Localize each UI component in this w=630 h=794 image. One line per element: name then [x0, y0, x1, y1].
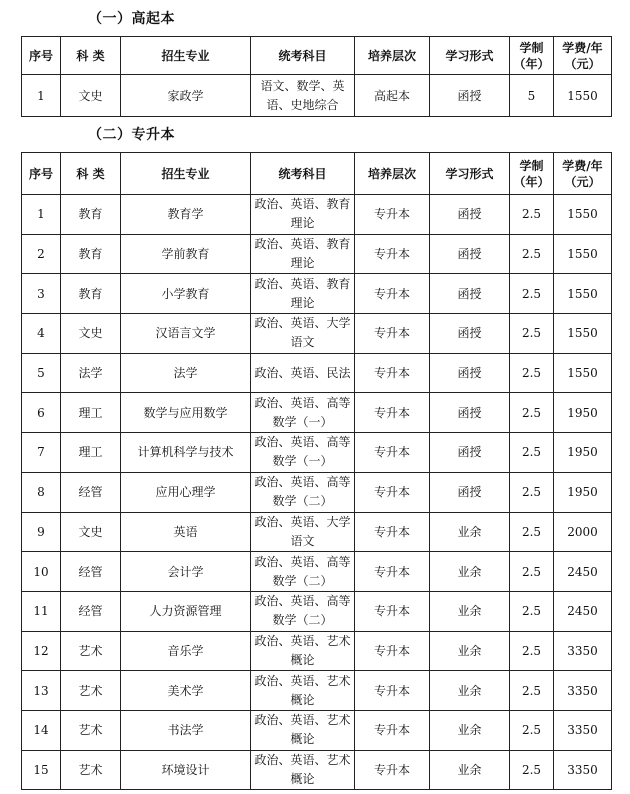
cell-mode: 函授 [430, 234, 510, 274]
cell-mode: 函授 [430, 75, 510, 117]
cell-level: 专升本 [355, 314, 430, 354]
table-row [22, 234, 612, 274]
cell-mode: 函授 [430, 314, 510, 354]
table-row [22, 433, 612, 473]
cell-category: 教育 [61, 274, 121, 314]
cell-major: 法学 [121, 353, 251, 393]
cell-subjects: 政治、英语、教育理论 [251, 274, 355, 314]
cell-category: 法学 [61, 353, 121, 393]
cell-no: 9 [22, 512, 61, 552]
cell-mode: 业余 [430, 631, 510, 671]
cell-no: 15 [22, 750, 61, 790]
cell-mode: 业余 [430, 512, 510, 552]
cell-fee: 2450 [554, 552, 612, 592]
cell-mode: 函授 [430, 433, 510, 473]
cell-years: 2.5 [510, 671, 554, 711]
cell-level: 专升本 [355, 591, 430, 631]
cell-major: 计算机科学与技术 [121, 433, 251, 473]
cell-subjects: 政治、英语、高等数学（一） [251, 433, 355, 473]
cell-level: 专升本 [355, 472, 430, 512]
cell-category: 经管 [61, 472, 121, 512]
cell-years: 2.5 [510, 314, 554, 354]
header-no: 序号 [22, 37, 61, 75]
cell-level: 专升本 [355, 750, 430, 790]
cell-subjects: 政治、英语、高等数学（一） [251, 393, 355, 433]
cell-level: 专升本 [355, 512, 430, 552]
cell-fee: 1950 [554, 433, 612, 473]
cell-no: 11 [22, 591, 61, 631]
cell-mode: 函授 [430, 393, 510, 433]
cell-category: 经管 [61, 591, 121, 631]
cell-major: 会计学 [121, 552, 251, 592]
cell-major: 教育学 [121, 195, 251, 235]
cell-level: 专升本 [355, 195, 430, 235]
table-row [22, 750, 612, 790]
cell-mode: 函授 [430, 274, 510, 314]
cell-no: 5 [22, 353, 61, 393]
cell-major: 环境设计 [121, 750, 251, 790]
cell-major: 家政学 [121, 75, 251, 117]
cell-years: 2.5 [510, 353, 554, 393]
cell-mode: 业余 [430, 671, 510, 711]
cell-category: 艺术 [61, 631, 121, 671]
cell-level: 专升本 [355, 353, 430, 393]
cell-level: 高起本 [355, 75, 430, 117]
cell-major: 书法学 [121, 710, 251, 750]
cell-mode: 业余 [430, 710, 510, 750]
cell-years: 2.5 [510, 195, 554, 235]
header-major: 招生专业 [121, 153, 251, 195]
cell-subjects: 政治、英语、艺术概论 [251, 710, 355, 750]
cell-fee: 1550 [554, 75, 612, 117]
cell-fee: 1550 [554, 274, 612, 314]
cell-mode: 函授 [430, 353, 510, 393]
cell-category: 文史 [61, 314, 121, 354]
cell-major: 学前教育 [121, 234, 251, 274]
cell-level: 专升本 [355, 631, 430, 671]
cell-category: 文史 [61, 75, 121, 117]
cell-fee: 3350 [554, 671, 612, 711]
cell-subjects: 政治、英语、教育理论 [251, 234, 355, 274]
cell-major: 小学教育 [121, 274, 251, 314]
table-row [22, 314, 612, 354]
cell-no: 4 [22, 314, 61, 354]
cell-major: 英语 [121, 512, 251, 552]
cell-subjects: 政治、英语、大学语文 [251, 314, 355, 354]
header-subjects: 统考科目 [251, 153, 355, 195]
header-subjects: 统考科目 [251, 37, 355, 75]
cell-level: 专升本 [355, 234, 430, 274]
cell-fee: 1550 [554, 314, 612, 354]
cell-years: 2.5 [510, 433, 554, 473]
header-years: 学制（年） [510, 37, 554, 75]
header-no: 序号 [22, 153, 61, 195]
table-row [22, 591, 612, 631]
cell-years: 2.5 [510, 631, 554, 671]
cell-no: 7 [22, 433, 61, 473]
table-zhuanshengben [21, 152, 612, 790]
cell-subjects: 政治、英语、艺术概论 [251, 671, 355, 711]
header-fee: 学费/年（元） [554, 37, 612, 75]
table-row [22, 393, 612, 433]
cell-subjects: 政治、英语、高等数学（二） [251, 552, 355, 592]
cell-mode: 函授 [430, 195, 510, 235]
header-category: 科 类 [61, 153, 121, 195]
cell-subjects: 政治、英语、艺术概论 [251, 631, 355, 671]
cell-years: 2.5 [510, 472, 554, 512]
cell-subjects: 政治、英语、大学语文 [251, 512, 355, 552]
cell-years: 2.5 [510, 750, 554, 790]
cell-category: 艺术 [61, 750, 121, 790]
cell-subjects: 政治、英语、高等数学（二） [251, 591, 355, 631]
cell-fee: 1550 [554, 234, 612, 274]
cell-subjects: 语文、数学、英语、史地综合 [251, 75, 355, 117]
cell-subjects: 政治、英语、民法 [251, 353, 355, 393]
header-level: 培养层次 [355, 153, 430, 195]
cell-category: 理工 [61, 393, 121, 433]
table-row [22, 472, 612, 512]
cell-subjects: 政治、英语、高等数学（二） [251, 472, 355, 512]
table-row [22, 671, 612, 711]
header-years: 学制（年） [510, 153, 554, 195]
cell-fee: 1550 [554, 195, 612, 235]
table-header-row [22, 37, 612, 75]
header-category: 科 类 [61, 37, 121, 75]
cell-category: 理工 [61, 433, 121, 473]
cell-mode: 业余 [430, 750, 510, 790]
cell-years: 2.5 [510, 512, 554, 552]
cell-no: 6 [22, 393, 61, 433]
cell-fee: 3350 [554, 750, 612, 790]
table-row [22, 552, 612, 592]
cell-no: 10 [22, 552, 61, 592]
cell-fee: 1950 [554, 393, 612, 433]
table-row [22, 195, 612, 235]
cell-level: 专升本 [355, 671, 430, 711]
cell-level: 专升本 [355, 433, 430, 473]
cell-no: 3 [22, 274, 61, 314]
cell-subjects: 政治、英语、教育理论 [251, 195, 355, 235]
cell-category: 文史 [61, 512, 121, 552]
cell-no: 14 [22, 710, 61, 750]
header-fee: 学费/年（元） [554, 153, 612, 195]
header-mode: 学习形式 [430, 153, 510, 195]
cell-major: 汉语言文学 [121, 314, 251, 354]
cell-level: 专升本 [355, 274, 430, 314]
cell-years: 5 [510, 75, 554, 117]
cell-fee: 1950 [554, 472, 612, 512]
header-mode: 学习形式 [430, 37, 510, 75]
cell-years: 2.5 [510, 393, 554, 433]
table-row [22, 512, 612, 552]
cell-level: 专升本 [355, 710, 430, 750]
cell-major: 数学与应用数学 [121, 393, 251, 433]
cell-years: 2.5 [510, 234, 554, 274]
cell-level: 专升本 [355, 552, 430, 592]
cell-mode: 函授 [430, 472, 510, 512]
header-major: 招生专业 [121, 37, 251, 75]
section-title-zhuanshengben: （二）专升本 [88, 127, 175, 143]
cell-category: 经管 [61, 552, 121, 592]
cell-no: 13 [22, 671, 61, 711]
table-row [22, 274, 612, 314]
header-level: 培养层次 [355, 37, 430, 75]
table-row [22, 75, 612, 117]
cell-years: 2.5 [510, 274, 554, 314]
table-row [22, 631, 612, 671]
table-header-row [22, 153, 612, 195]
cell-fee: 2450 [554, 591, 612, 631]
cell-mode: 业余 [430, 591, 510, 631]
cell-no: 12 [22, 631, 61, 671]
table-row [22, 353, 612, 393]
table-row [22, 710, 612, 750]
cell-no: 2 [22, 234, 61, 274]
cell-no: 8 [22, 472, 61, 512]
cell-fee: 3350 [554, 631, 612, 671]
cell-category: 艺术 [61, 671, 121, 711]
cell-major: 应用心理学 [121, 472, 251, 512]
cell-fee: 2000 [554, 512, 612, 552]
cell-major: 美术学 [121, 671, 251, 711]
cell-major: 人力资源管理 [121, 591, 251, 631]
cell-major: 音乐学 [121, 631, 251, 671]
cell-fee: 3350 [554, 710, 612, 750]
cell-category: 教育 [61, 234, 121, 274]
cell-years: 2.5 [510, 591, 554, 631]
cell-years: 2.5 [510, 710, 554, 750]
cell-subjects: 政治、英语、艺术概论 [251, 750, 355, 790]
cell-category: 教育 [61, 195, 121, 235]
cell-level: 专升本 [355, 393, 430, 433]
section-title-gaoqiben: （一）高起本 [88, 11, 175, 27]
table-gaoqiben [21, 36, 612, 117]
cell-category: 艺术 [61, 710, 121, 750]
cell-no: 1 [22, 195, 61, 235]
cell-no: 1 [22, 75, 61, 117]
cell-fee: 1550 [554, 353, 612, 393]
cell-mode: 业余 [430, 552, 510, 592]
cell-years: 2.5 [510, 552, 554, 592]
